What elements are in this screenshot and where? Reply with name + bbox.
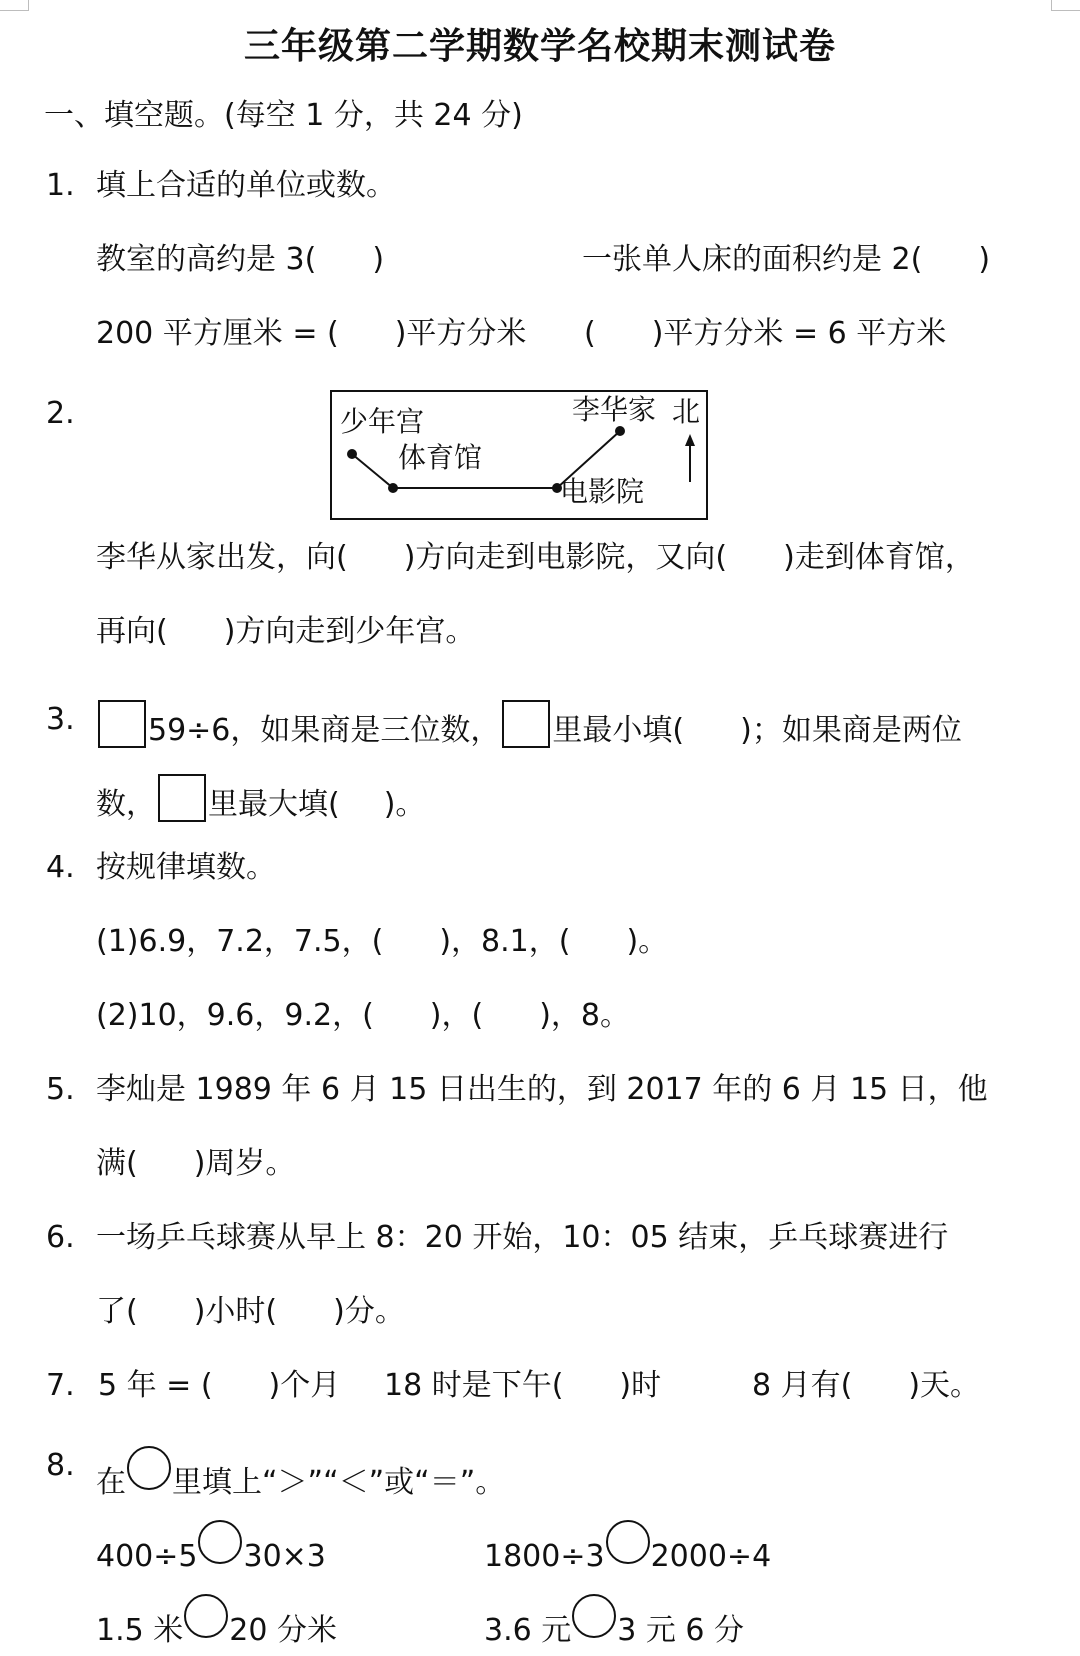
item-text: )小时( [193,1294,278,1329]
item-text: )天。 [908,1368,981,1403]
question-6-line-2 [96,1292,405,1332]
expression-right: 2000÷4 [650,1539,772,1574]
compare-circle[interactable] [198,1520,242,1564]
question-number: 6. [46,1220,75,1255]
item-text: )。 [383,787,426,822]
expression-right: 3 元 6 分 [617,1613,745,1648]
item-text: 数， [96,787,156,822]
question-7-item-a [98,1366,340,1406]
question-7-item-b [384,1366,661,1406]
item-text: 里最小填( [552,713,685,748]
question-number: 1. [46,168,75,203]
question-number: 8. [46,1448,75,1483]
item-text: (1)6.9，7.2，7.5，( [96,924,384,959]
item-text: )平方分米 = 6 平方米 [651,316,947,351]
item-text: 在 [96,1465,126,1500]
question-3-line-2 [96,774,425,825]
question-1-item-a [96,240,384,280]
item-text: 李华从家出发，向( [96,540,348,575]
expression-right: 30×3 [243,1539,326,1574]
item-text: )，8.1，( [439,924,571,959]
digit-box[interactable] [502,700,550,748]
item-text: 再向( [96,614,168,649]
item-text: ) [372,242,385,277]
expression-right: 20 分米 [229,1613,337,1648]
expression-left: 400÷5 [96,1539,198,1574]
compare-circle[interactable] [572,1594,616,1638]
digit-box[interactable] [158,774,206,822]
item-text: )个月 [268,1368,341,1403]
item-text: 5 年 = ( [98,1368,213,1403]
item-text: )；如果商是两位 [740,713,962,748]
question-1-item-b [582,240,990,280]
item-text: 一张单人床的面积约是 2( [582,242,923,277]
expression-left: 1800÷3 [484,1539,605,1574]
question-6-line-1: 一场乒乓球赛从早上 8：20 开始，10：05 结束，乒乓球赛进行 [96,1220,949,1255]
item-text: 里最大填( [208,787,340,822]
digit-box[interactable] [98,700,146,748]
map-point-youth-palace [347,449,357,459]
item-text: )方向走到电影院，又向( [403,540,728,575]
compare-circle [127,1446,171,1490]
page-title: 三年级第二学期数学名校期末测试卷 [243,26,836,67]
question-number: 5. [46,1072,75,1107]
comparison-item [96,1520,326,1577]
map-point-lihua-home [615,426,625,436]
question-number: 4. [46,850,75,885]
item-text: )，8。 [539,998,631,1033]
page-corner-mark [0,0,29,11]
question-8-text [96,1446,505,1503]
question-number: 3. [46,702,75,737]
item-text: ( [584,316,596,351]
item-text: 8 月有( [752,1368,853,1403]
item-text: )平方分米 [394,316,527,351]
question-1-item-d [584,314,946,354]
map-label-cinema: 电影院 [560,475,645,508]
page-corner-mark [1051,0,1080,11]
map-label-youth-palace: 少年宫 [340,405,425,438]
item-text: )走到体育馆， [783,540,975,575]
question-4-sequence-2 [96,996,630,1036]
item-text: )，( [429,998,484,1033]
question-number: 2. [46,396,75,431]
item-text: 教室的高约是 3( [96,242,317,277]
item-text: 200 平方厘米 = ( [96,316,339,351]
map-point-gym [388,483,398,493]
item-text: )分。 [333,1294,405,1329]
expression-left: 3.6 元 [484,1613,572,1648]
question-5-line-2 [96,1144,295,1184]
item-text: )时 [619,1368,662,1403]
item-text: 满( [96,1146,138,1181]
question-number: 7. [46,1368,75,1403]
comparison-item [484,1520,771,1577]
item-text: 里填上“＞”“＜”或“＝”。 [172,1465,506,1500]
comparison-item [96,1594,337,1651]
north-arrow-head-icon [685,434,695,446]
compare-circle[interactable] [606,1520,650,1564]
section-heading: 一、填空题。(每空 1 分，共 24 分) [44,98,523,133]
item-text: (2)10，9.6，9.2，( [96,998,374,1033]
question-1-text: 填上合适的单位或数。 [96,168,396,203]
question-3-line-1 [96,700,962,751]
item-text: )。 [626,924,669,959]
item-text: )周岁。 [193,1146,296,1181]
question-4-text: 按规律填数。 [96,850,276,885]
question-1-item-c [96,314,526,354]
item-text: ) [978,242,991,277]
route-map [330,390,708,520]
question-2-line-2 [96,612,475,652]
question-7-item-c [752,1366,980,1406]
item-text: 了( [96,1294,138,1329]
item-text: 18 时是下午( [384,1368,564,1403]
comparison-item [484,1594,744,1651]
item-text: 59÷6，如果商是三位数， [148,713,501,748]
expression-left: 1.5 米 [96,1613,184,1648]
map-label-north: 北 [672,395,701,428]
question-5-line-1: 李灿是 1989 年 6 月 15 日出生的，到 2017 年的 6 月 15 日，他 [96,1072,988,1107]
map-label-gym: 体育馆 [398,441,483,474]
item-text: )方向走到少年宫。 [223,614,476,649]
compare-circle[interactable] [184,1594,228,1638]
map-label-lihua-home: 李华家 [572,393,657,426]
question-4-sequence-1 [96,922,668,962]
question-2-line-1 [96,538,975,578]
